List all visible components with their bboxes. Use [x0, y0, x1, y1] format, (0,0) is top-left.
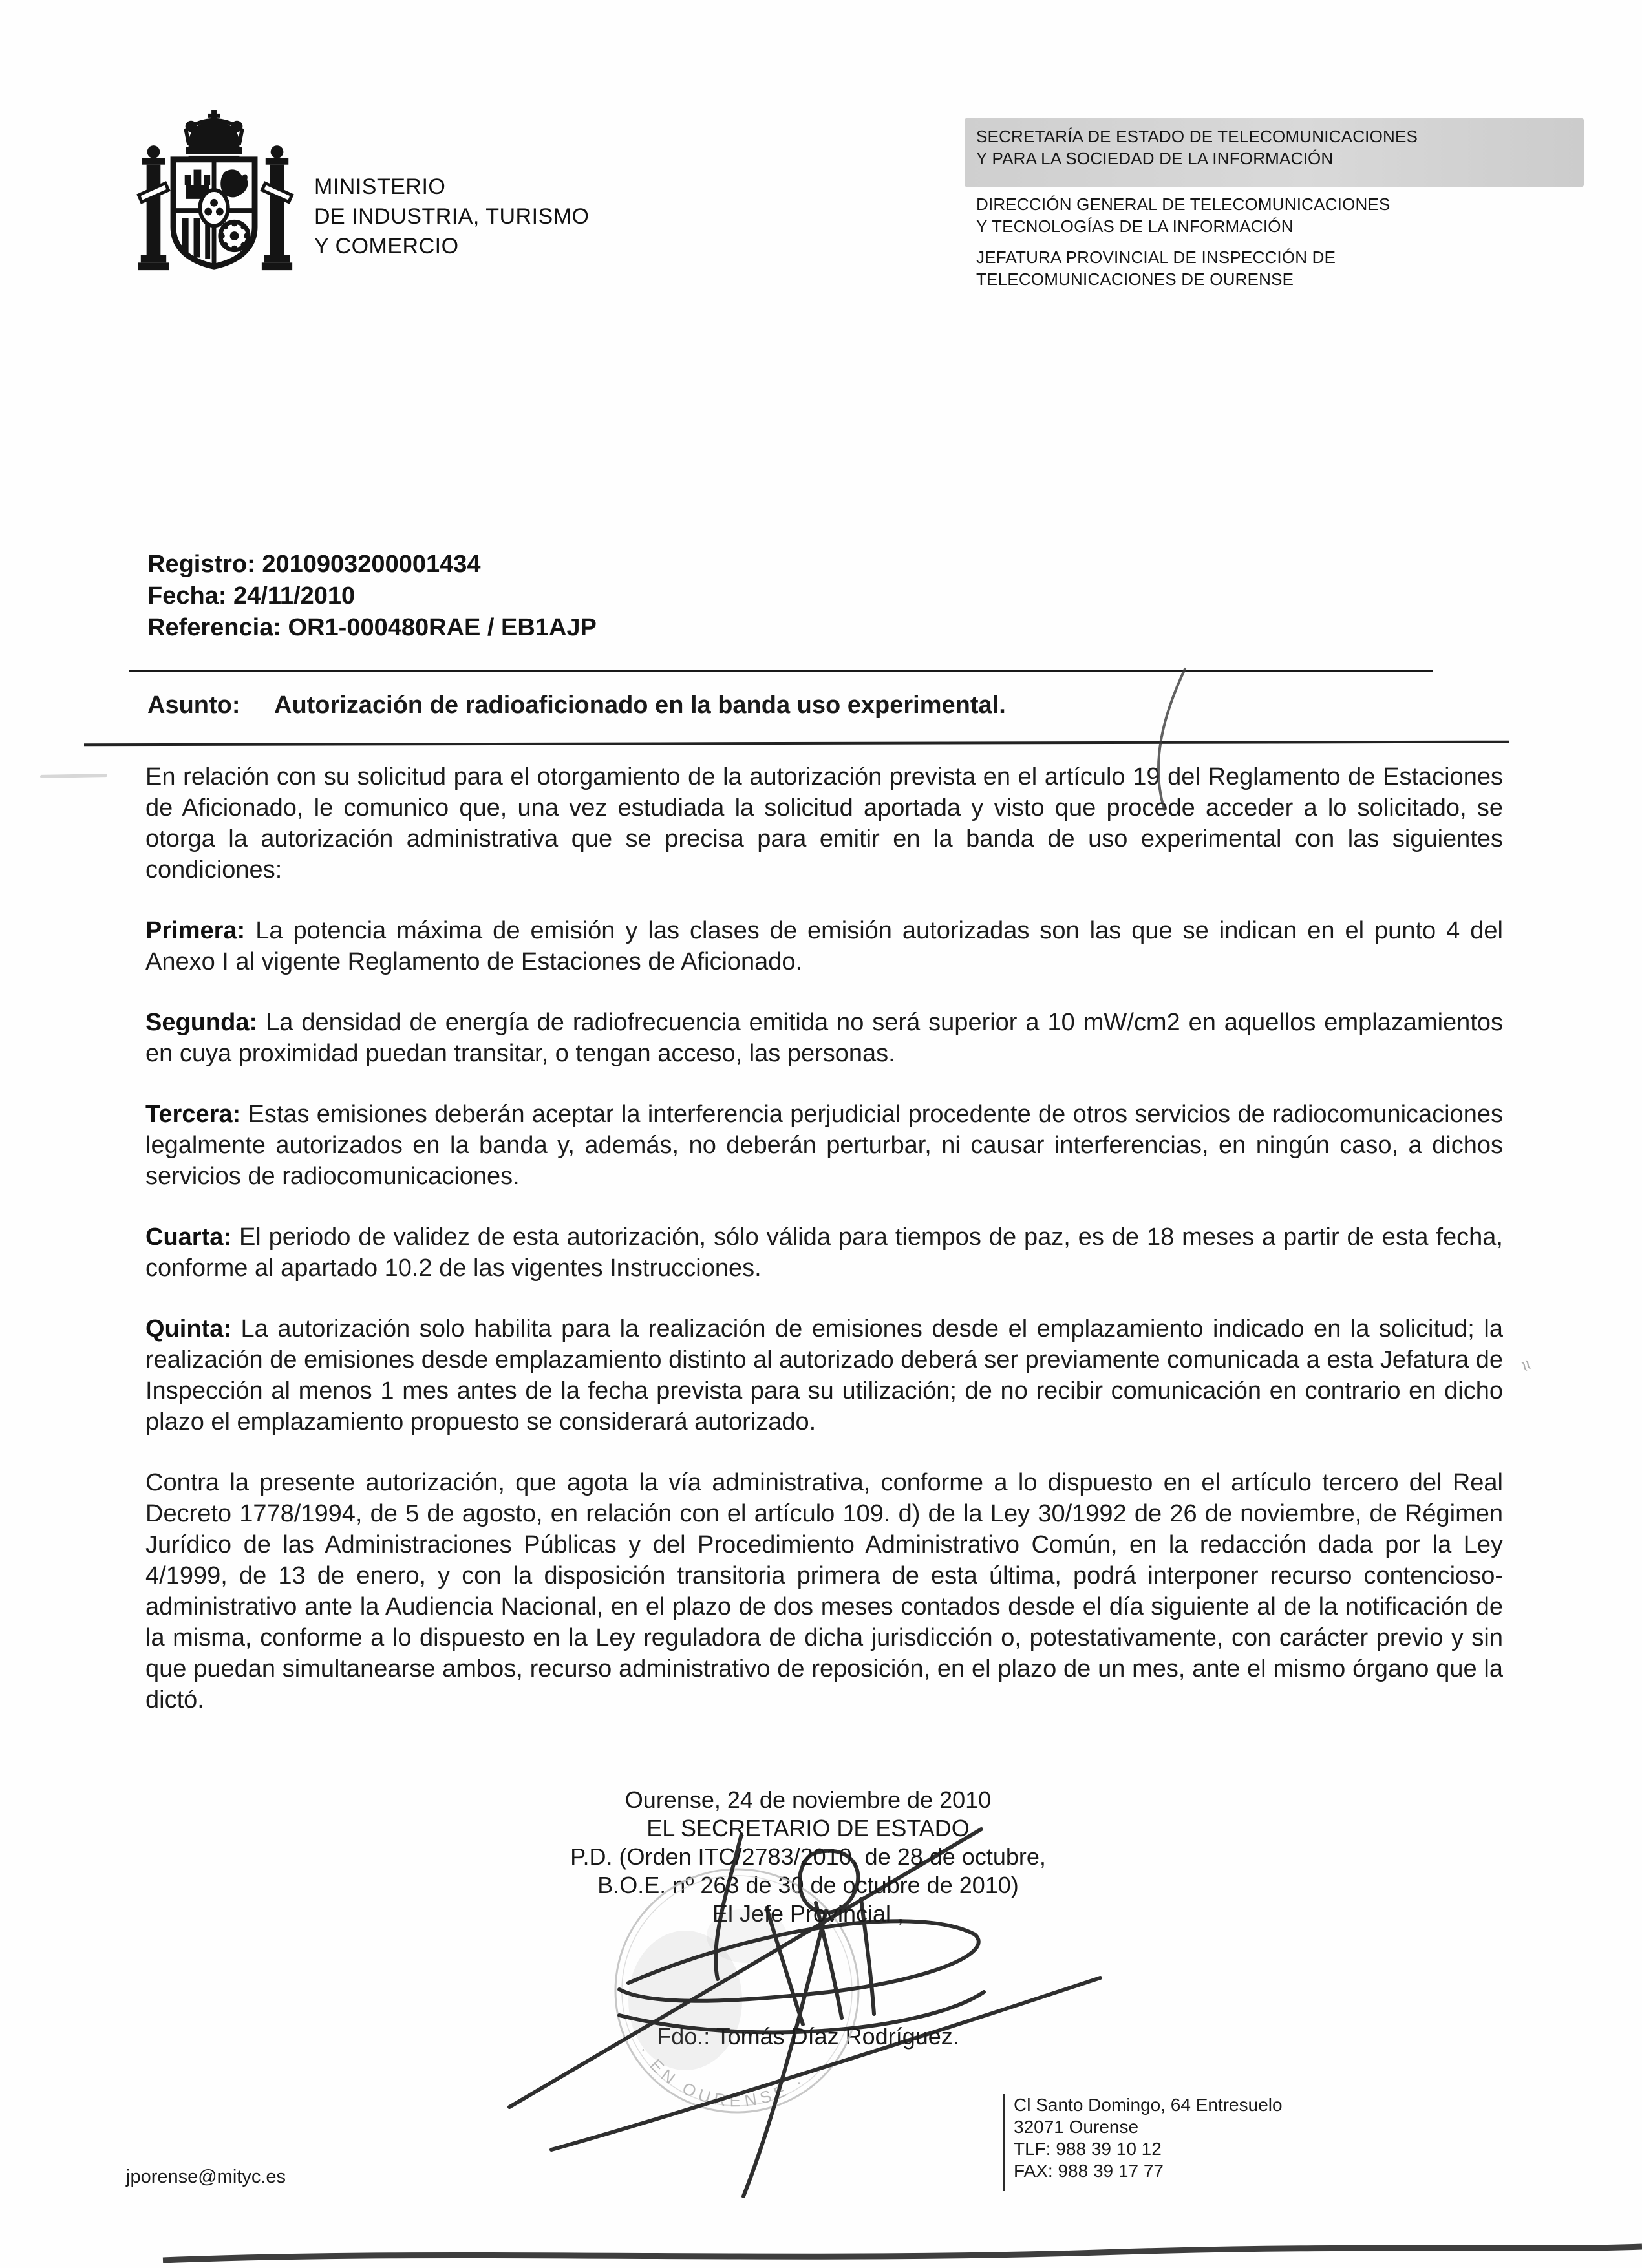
condition-segunda: [145, 1007, 1503, 1069]
svg-text:· EN OURENSE ·: · EN OURENSE ·: [634, 2041, 810, 2111]
condition-tercera: [145, 1099, 1503, 1192]
place-date-line: Ourense, 24 de noviembre de 2010: [624, 1786, 992, 1813]
footer-address-block: [1014, 2094, 1283, 2182]
fecha-label: Fecha:: [147, 582, 227, 609]
direccion-line-1: DIRECCIÓN GENERAL DE TELECOMUNICACIONES: [976, 195, 1391, 214]
secretariat-line-2: Y PARA LA SOCIEDAD DE LA INFORMACIÓN: [976, 149, 1334, 168]
ministry-name: [314, 172, 589, 261]
condition-primera-text: La potencia máxima de emisión y las clases de emisión autorizadas son las que se indican en el punto 4 del Anexo I al vigente Reglamento de Estaciones de Aficionado.: [145, 917, 1503, 975]
secretariat-line-1: SECRETARÍA DE ESTADO DE TELECOMUNICACIONES: [976, 127, 1418, 146]
condition-primera-label: Primera:: [145, 917, 246, 944]
scan-smudge-left-margin: [40, 774, 107, 778]
footer-email: jporense@mityc.es: [126, 2167, 286, 2187]
horizontal-rule-bottom: [84, 741, 1509, 747]
delegation-line-2: B.O.E. nº 263 de 30 de octubre de 2010): [597, 1872, 1019, 1898]
registro-row: [147, 549, 597, 580]
condition-tercera-label: Tercera:: [145, 1101, 241, 1128]
fecha-row: [147, 580, 597, 612]
official-stamp: [615, 1869, 858, 2112]
jefatura-line-2: TELECOMUNICACIONES DE OURENSE: [976, 270, 1294, 289]
condition-cuarta: [145, 1222, 1503, 1284]
address-divider-bar: [1003, 2094, 1005, 2191]
address-phone: TLF: 988 39 10 12: [1014, 2139, 1162, 2159]
intro-paragraph: En relación con su solicitud para el otorgamiento de la autorización prevista en el artículo 19 del Reglamento de Estaciones de Aficionado, le comunico que, una vez estudiada la solicitud aportada y visto que procede acceder a lo solicitado, se otorga la autorización administrativa que se precisa para emitir en la banda de uso experimental con las siguientes condiciones:: [145, 763, 1503, 884]
condition-cuarta-label: Cuarta:: [145, 1224, 232, 1251]
referencia-label: Referencia:: [147, 614, 281, 641]
spain-coat-of-arms-logo: [133, 105, 298, 282]
jefatura-line-1: JEFATURA PROVINCIAL DE INSPECCIÓN DE: [976, 248, 1336, 267]
ministry-line-2: DE INDUSTRIA, TURISMO: [314, 204, 590, 229]
condition-segunda-label: Segunda:: [145, 1009, 258, 1036]
condition-quinta-label: Quinta:: [145, 1315, 231, 1342]
signer-role-line: El Jefe Provincial ,: [712, 1900, 904, 1927]
appeal-paragraph: Contra la presente autorización, que agota la vía administrativa, conforme a lo dispuesto en el artículo tercero del Real Decreto 1778/1994, de 5 de agosto, en relación con el artículo 109. d) de la Ley 30/1992 de 26 de noviembre, de Régimen Jurídico de las Administraciones Públicas y del Procedimiento Administrativo Común, en la redacción dada por la Ley 4/1999, de 13 de enero, y con la disposición transitoria primera de esta última, podrá interponer recurso contencioso-administrativo ante la Audiencia Nacional, en el plazo de dos meses contados desde el día siguiente al de la notificación de la misma, conforme a lo dispuesto en la Ley reguladora de dicha jurisdicción o, potestativamente, con carácter previo y sin que puedan simultanearse ambos, recurso administrativo de reposición, en el plazo de un mes, ante el mismo órgano que la dictó.: [145, 1469, 1503, 1713]
delegation-line-1: P.D. (Orden ITC/2783/2010, de 28 de octubre,: [570, 1843, 1046, 1870]
direccion-line-2: Y TECNOLOGÍAS DE LA INFORMACIÓN: [976, 217, 1294, 236]
condition-tercera-text: Estas emisiones deberán aceptar la interferencia perjudicial procedente de otros servicios de radiocomunicaciones legalmente autorizados en la banda y, además, no deberán perturbar, ni causar interferencias, en ningún caso, a dichos servicios de radiocomunicaciones.: [145, 1101, 1503, 1190]
address-fax: FAX: 988 39 17 77: [1014, 2161, 1164, 2181]
address-city: 32071 Ourense: [1014, 2117, 1139, 2137]
subject-value: Autorización de radioaficionado en la banda uso experimental.: [274, 692, 1006, 719]
registro-label: Registro:: [147, 551, 255, 578]
address-street: Cl Santo Domingo, 64 Entresuelo: [1014, 2095, 1283, 2115]
referencia-value: OR1-000480RAE / EB1AJP: [288, 614, 597, 641]
signed-by-line: Fdo.: Tomás Díaz Rodríguez.: [657, 2023, 959, 2050]
subject-label: Asunto:: [147, 692, 240, 719]
bottom-scan-line: [0, 2223, 1642, 2268]
signer-title-line: EL SECRETARIO DE ESTADO: [646, 1815, 970, 1841]
referencia-row: [147, 612, 597, 644]
jefatura-header: [976, 246, 1336, 290]
fecha-value: 24/11/2010: [233, 582, 356, 609]
registro-value: 2010903200001434: [262, 551, 481, 578]
direccion-general-header: [976, 193, 1391, 237]
condition-quinta: [145, 1313, 1503, 1437]
condition-segunda-text: La densidad de energía de radiofrecuencia emitida no será superior a 10 mW/cm2 en aquellos emplazamientos en cuya proximidad puedan transitar, o tengan acceso, las personas.: [145, 1009, 1503, 1067]
letter-body: [145, 761, 1503, 1715]
ministry-line-1: MINISTERIO: [314, 175, 446, 199]
condition-primera: [145, 915, 1503, 977]
pen-mark-arc: [1125, 659, 1215, 827]
horizontal-rule-top: [129, 670, 1433, 672]
registry-block: [147, 549, 597, 644]
condition-quinta-text: La autorización solo habilita para la realización de emisiones desde el emplazamiento indicado en la solicitud; la realización de emisiones desde emplazamiento distinto al autorizado deberá ser previamente comunicada a esta Jefatura de Inspección al menos 1 mes antes de la fecha prevista para su utilización; de no recibir comunicación en contrario en dicho plazo el emplazamiento propuesto se considerará autorizado.: [145, 1315, 1503, 1436]
secretariat-header: [976, 125, 1418, 169]
scan-squiggle-right-margin: ≈: [1514, 1355, 1539, 1375]
ministry-line-3: Y COMERCIO: [314, 234, 459, 259]
handwritten-signature: [509, 1829, 1100, 2196]
condition-cuarta-text: El periodo de validez de esta autorización, sólo válida para tiempos de paz, es de 18 meses a partir de esta fecha, conforme al apartado 10.2 de las vigentes Instrucciones.: [145, 1224, 1503, 1282]
